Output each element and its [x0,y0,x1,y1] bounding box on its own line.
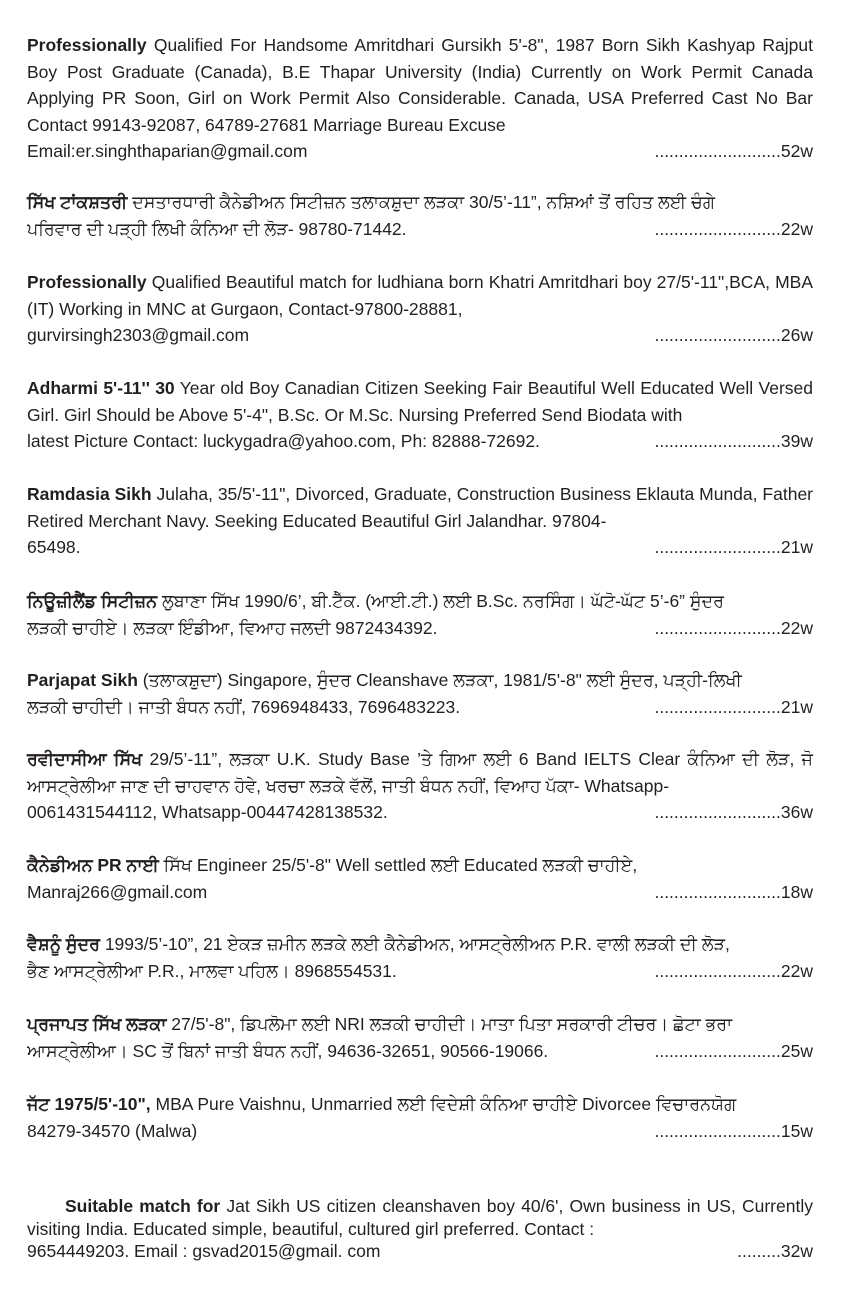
ad-word-count: ..........................39w [654,431,813,451]
ad-lead: ਸਿੱਖ ਟਾਂਕਸ਼ਤਰੀ [27,192,128,212]
ad-contact: 84279-34570 (Malwa) [27,1120,198,1141]
ad-last-line [27,958,813,985]
ad-lead: ਕੈਨੇਡੀਅਨ PR ਨਾਈ [27,855,159,875]
matrimonial-ad [27,746,813,826]
ad-contact: latest Picture Contact: luckygadra@yahoo.com, Ph: 82888-72692. [27,431,540,451]
ad-lead: Suitable match for [65,1196,221,1216]
ad-last-line [27,138,813,165]
ad-last-line [27,216,813,243]
ad-body: Jat Sikh US citizen cleanshaven boy 40/6', Own business in US, Currently visiting India. Educated simple, beautiful, cultured girl preferred. Contact : [27,1196,813,1239]
ad-body: MBA Pure Vaishnu, Unmarried ਲਈ ਵਿਦੇਸ਼ੀ ਕੰਨਿਆ ਚਾਹੀਏ Divorcee ਵਿਚਾਰਨਯੋਗ [155,1094,737,1114]
ad-word-count: .........32w [737,1241,813,1261]
ad-word-count: ..........................21w [654,537,813,557]
ad-body: Julaha, 35/5'-11", Divorced, Graduate, Construction Business Eklauta Munda, Father Retired Merchant Navy. Seeking Educated Beautiful Girl Jalandhar. 97804- [27,484,814,531]
ad-body: 1993/5’-10”, 21 ਏਕੜ ਜ਼ਮੀਨ ਲੜਕੇ ਲਈ ਕੈਨੇਡੀਅਨ, ਆਸਟ੍ਰੇਲੀਅਨ P.R. ਵਾਲੀ ਲੜਕੀ ਦੀ ਲੋੜ, [104,934,730,954]
ad-lead: ਜੱਟ 1975/5'-10", [27,1094,151,1114]
ad-word-count: ..........................36w [654,802,813,822]
ad-last-line [27,1118,813,1145]
ad-last-line [27,1240,813,1263]
ad-last-line [27,879,813,906]
ad-lead: Professionally [27,272,147,292]
ad-word-count: ..........................25w [654,1040,813,1061]
matrimonial-ad [27,852,813,905]
ad-contact: Email:er.singhthaparian@gmail.com [27,141,308,161]
matrimonial-ad [27,189,813,242]
ad-body: ਦਸਤਾਰਧਾਰੀ ਕੈਨੇਡੀਅਨ ਸਿਟੀਜ਼ਨ ਤਲਾਕਸ਼ੁਦਾ ਲੜਕਾ 30/5’-11”, ਨਸ਼ਿਆਂ ਤੋਂ ਰਹਿਤ ਲਈ ਚੰਗੇ [132,192,715,212]
ad-contact: ਭੈਣ ਆਸਟ੍ਰੇਲੀਆ P.R., ਮਾਲਵਾ ਪਹਿਲ। 8968554531. [27,960,397,981]
ad-contact: 9654449203. Email : gsvad2015@gmail. com [27,1241,381,1261]
ad-contact: 0061431544112, Whatsapp-00447428138532. [27,802,388,822]
ad-last-line [27,534,813,561]
matrimonial-ad [27,32,813,165]
matrimonial-ad [27,667,813,720]
ad-word-count: ..........................15w [654,1120,813,1141]
ad-word-count: ..........................26w [654,325,813,345]
ad-contact: ਪਰਿਵਾਰ ਦੀ ਪੜ੍ਹੀ ਲਿਖੀ ਕੰਨਿਆ ਦੀ ਲੋੜ- 98780-71442. [27,218,407,239]
ad-word-count: ..........................52w [654,141,813,161]
ad-contact: ਲੜਕੀ ਚਾਹੀਏ। ਲੜਕਾ ਇੰਡੀਆ, ਵਿਆਹ ਜਲਦੀ 9872434392. [27,617,438,638]
ad-lead: Professionally [27,35,147,55]
ad-contact: ਲੜਕੀ ਚਾਹੀਦੀ। ਜਾਤੀ ਬੰਧਨ ਨਹੀਂ, 7696948433, 7696483223. [27,696,461,717]
ad-contact: gurvirsingh2303@gmail.com [27,325,250,345]
ad-body: Year old Boy Canadian Citizen Seeking Fair Beautiful Well Educated Well Versed Girl. Girl Should be Above 5'-4", B.Sc. Or M.Sc. Nursing Preferred Send Biodata with [27,378,814,425]
ad-body: ਸਿੱਖ Engineer 25/5'-8" Well settled ਲਈ Educated ਲੜਕੀ ਚਾਹੀਏ, [163,855,638,875]
matrimonial-ad [27,269,813,349]
ad-lead: Adharmi 5'-11'' 30 [27,378,175,398]
ad-body: (ਤਲਾਕਸ਼ੁਦਾ) Singapore, ਸੁੰਦਰ Cleanshave ਲੜਕਾ, 1981/5'-8" ਲਈ ਸੁੰਦਰ, ਪੜ੍ਹੀ-ਲਿਖੀ [142,670,742,690]
ad-lead: Parjapat Sikh [27,670,138,690]
matrimonial-ad [27,931,813,984]
matrimonial-ad [27,481,813,561]
ad-word-count: ..........................22w [654,960,813,981]
matrimonial-ad [27,1091,813,1144]
ad-word-count: ..........................22w [654,617,813,638]
ad-contact: ਆਸਟ੍ਰੇਲੀਆ। SC ਤੋਂ ਬਿਨਾਂ ਜਾਤੀ ਬੰਧਨ ਨਹੀਂ, 94636-32651, 90566-19066. [27,1040,549,1061]
ad-lead: Ramdasia Sikh [27,484,152,504]
ad-contact: 65498. [27,537,81,557]
ad-body: 27/5'-8", ਡਿਪਲੋਮਾ ਲਈ NRI ਲੜਕੀ ਚਾਹੀਦੀ। ਮਾਤਾ ਪਿਤਾ ਸਰਕਾਰੀ ਟੀਚਰ। ਛੋਟਾ ਭਰਾ [171,1014,733,1034]
ad-contact: Manraj266@gmail.com [27,881,208,902]
matrimonial-ad [27,1011,813,1064]
ad-word-count: ..........................21w [654,696,813,717]
ad-body: 29/5’-11”, ਲੜਕਾ U.K. Study Base ’ਤੇ ਗਿਆ ਲਈ 6 Band IELTS Clear ਕੰਨਿਆ ਦੀ ਲੋੜ, ਜੋ ਆਸਟ੍ਰੇਲੀਆ ਜਾਣ ਦੀ ਚਾਹਵਾਨ ਹੋਵੇ, ਖਰਚਾ ਲੜਕੇ ਵੱਲੋਂ, ਜਾਤੀ ਬੰਧਨ ਨਹੀਂ, ਵਿਆਹ ਪੱਕਾ- Whatsapp- [27,749,813,796]
ad-lead: ਰਵੀਦਾਸੀਆ ਸਿੱਖ [27,749,143,769]
matrimonial-ad [27,1195,813,1263]
ad-body: Qualified Beautiful match for ludhiana born Khatri Amritdhari boy 27/5'-11",BCA, MBA (IT) Working in MNC at Gurgaon, Contact-97800-28881, [27,272,813,319]
ad-last-line [27,322,813,349]
matrimonial-ad [27,375,813,455]
ad-last-line [27,1038,813,1065]
ad-lead: ਨਿਊਜ਼ੀਲੈਂਡ ਸਿਟੀਜ਼ਨ [27,591,158,611]
ad-last-line [27,615,813,642]
ad-lead: ਪ੍ਰਜਾਪਤ ਸਿੱਖ ਲੜਕਾ [27,1014,167,1034]
ad-word-count: ..........................18w [654,881,813,902]
ad-last-line [27,694,813,721]
ad-last-line [27,428,813,455]
ad-body: ਲੁਬਾਣਾ ਸਿੱਖ 1990/6’, ਬੀ.ਟੈੱਕ. (ਆਈ.ਟੀ.) ਲਈ B.Sc. ਨਰਸਿੰਗ। ਘੱਟੋ-ਘੱਟ 5’-6” ਸੁੰਦਰ [161,591,724,611]
ad-last-line [27,799,813,826]
ad-lead: ਵੈਸ਼ਨੂੰ ਸੁੰਦਰ [27,934,100,954]
ad-body: Qualified For Handsome Amritdhari Gursikh 5'-8", 1987 Born Sikh Kashyap Rajput Boy Post Graduate (Canada), B.E Thapar University (India) Currently on Work Permit Canada Applying PR Soon, Girl on Work Permit Also Considerable. Canada, USA Preferred Cast No Bar Contact 99143-92087, 64789-27681 Marriage Bureau Excuse [27,35,813,135]
matrimonial-ad [27,588,813,641]
ad-word-count: ..........................22w [654,218,813,239]
